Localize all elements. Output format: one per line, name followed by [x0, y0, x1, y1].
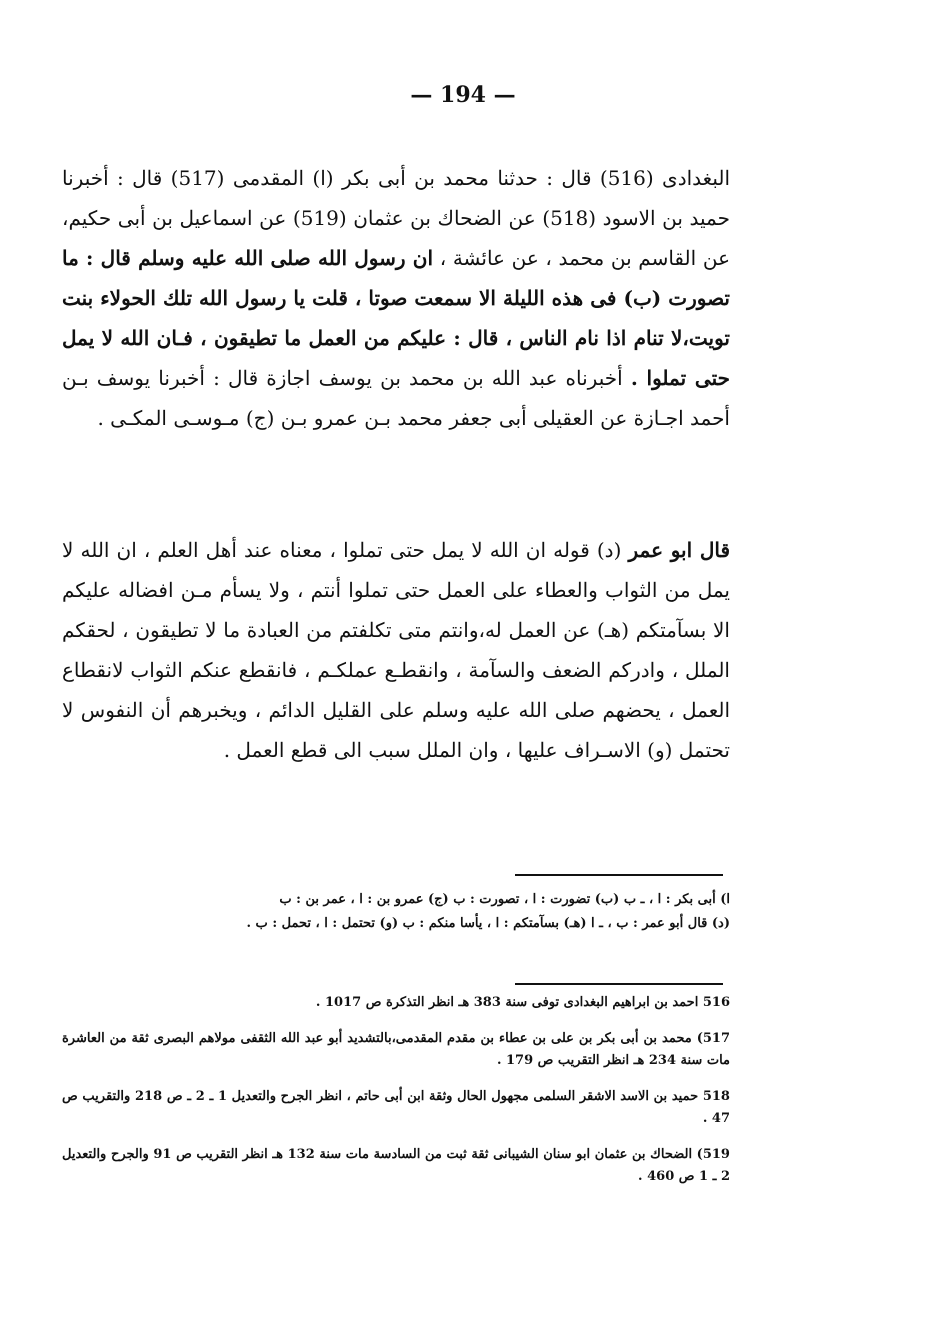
main-paragraph-1 [62, 158, 730, 438]
hadith-text: ان رسول الله صلى الله عليه وسلم قال : ما تصورت (ب) فى هذه الليلة الا سمعت صوتا ، قلت يا رسول الله تلك الحولاء بنت تويت،لا تنام اذا نام الناس ، قال : عليكم من العمل ما تطيقون ، فـان الله لا يمل حتى تملوا . [62, 246, 730, 390]
isnad-opening: البغدادى (516) قال : حدثنا محمد بن أبى بكر (ا) المقدمى (517) قال : أخبرنا حميد بن الاسود (518) عن الضحاك بن عثمان (519) عن اسماعيل بن أبى حكيم، عن القاسم بن محمد ، عن عائشة ، [62, 166, 731, 270]
manuscript-variants [62, 888, 730, 936]
isnad-continuation: أخبرناه عبد الله بن محمد بن يوسف اجازة قال : أخبرنا يوسف بـن أحمد اجـازة عن العقيلى أبى جعفر محمد بـن عمرو بـن (ج) مـوسـى المكـى . [62, 366, 730, 430]
footnotes-divider [515, 983, 723, 985]
footnote-519: 519) الضحاك بن عثمان ابو سنان الشيبانى ثقة ثبت من السادسة مات سنة 132 هـ انظر التقريب ص 91 والجرح والتعديل 2 ـ 1 ص 460 . [62, 1147, 730, 1184]
footnote-518: 518 حميد بن الاسد الاشقر السلمى مجهول الحال وثقة ابن أبى حاتم ، انظر الجرح والتعديل 1 ـ 2 ـ ص 218 والتقريب ص 47 . [62, 1089, 730, 1126]
footnotes [62, 992, 730, 1202]
main-paragraph-2 [62, 530, 730, 770]
variant-line: ا) أبى بكر : ا ، ـ ب (ب) تضورت : ا ، تصورت : ب (ج) عمرو بن : ا ، عمر بن : ب [279, 892, 730, 907]
variants-divider [515, 874, 723, 876]
variant-line: (د) قال أبو عمر : ب ، ـ ا (هـ) بسآمتكم : ا ، يأسا منكم : ب (و) تحتمل : ا ، تحمل : ب . [246, 916, 730, 931]
commentary-text: (د) قوله ان الله لا يمل حتى تملوا ، معناه عند أهل العلم ، ان الله لا يمل من الثواب والعطاء على العمل حتى تملوا أنتم ، ولا يسأم مـن افضاله عليكم الا بسآمتكم (هـ) عن العمل له،وانتم متى تكلفتم من العبادة ما لا تطيقون ، لحقكم الملل ، وادركم الضعف والسآمة ، وانقطـع عملكـم ، فانقطع عنكم الثواب لانقطاع العمل ، يحضهم صلى الله عليه وسلم على القليل الدائم ، ويخبرهم أن النفوس لا تحتمل (و) الاسـراف عليها ، وان الملل سبب الى قطع العمل . [62, 538, 730, 762]
footnote-517: 517) محمد بن أبى بكر بن على بن عطاء بن مقدم المقدمى،بالتشديد أبو عبد الله الثقفى مولاهم البصرى ثقة من العاشرة مات سنة 234 هـ انظر التقريب ص 179 . [62, 1031, 730, 1068]
commentary-lead: قال ابو عمر [628, 538, 731, 562]
page-number: — 194 — [410, 82, 516, 108]
footnote-516: 516 احمد بن ابراهيم البغدادى توفى سنة 383 هـ انظر التذكرة ص 1017 . [315, 995, 730, 1010]
